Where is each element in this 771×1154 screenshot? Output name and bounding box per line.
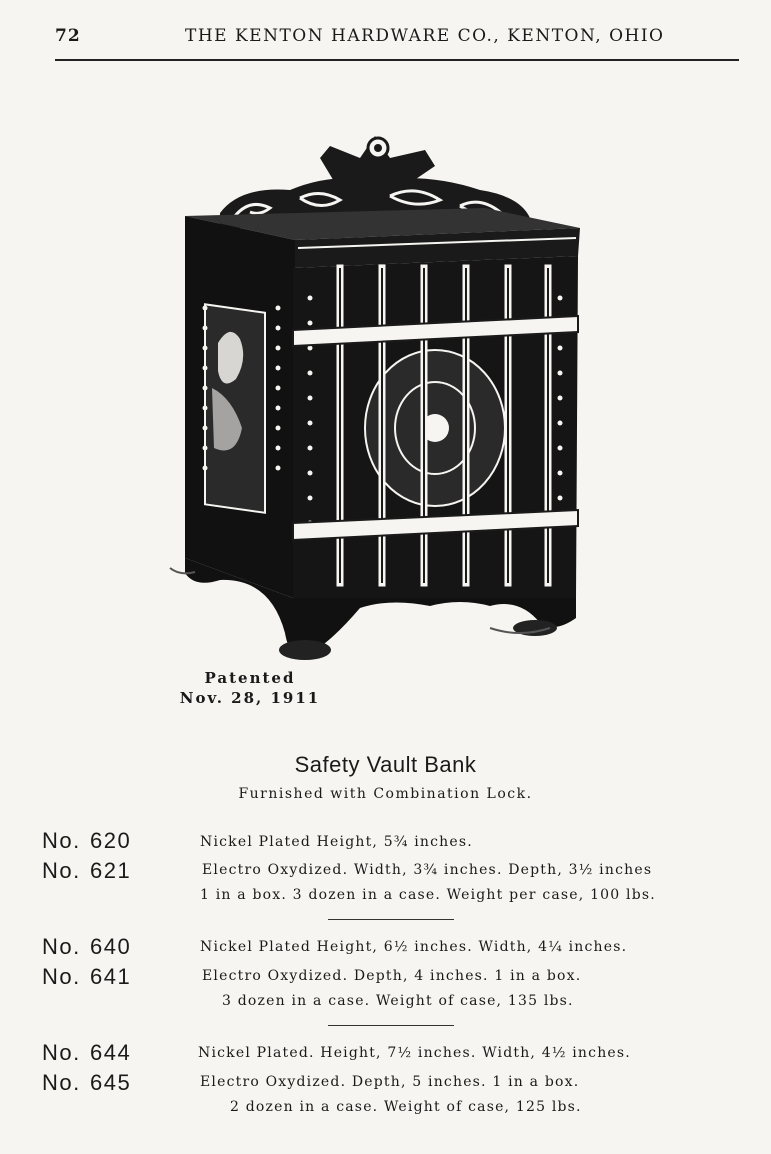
item-numbers-group-3 — [42, 1038, 172, 1098]
item-no-value: 644 — [90, 1040, 132, 1065]
group-2-line-3: 3 dozen in a case. Weight of case, 135 lbs. — [222, 993, 574, 1009]
item-number-row — [42, 932, 172, 962]
group-divider — [328, 1025, 454, 1026]
safety-vault-bank-icon — [160, 128, 590, 673]
item-no-value: 621 — [90, 858, 132, 883]
running-head: THE KENTON HARDWARE CO., KENTON, OHIO — [185, 26, 665, 46]
product-title: Safety Vault Bank — [294, 752, 477, 777]
item-no-label: No. — [42, 934, 81, 959]
item-no-value: 645 — [90, 1070, 132, 1095]
patent-line-1: Patented — [204, 669, 296, 687]
page-number: 72 — [55, 26, 81, 46]
group-2-line-1: Nickel Plated Height, 6½ inches. Width, 4¼ inches. — [200, 939, 628, 955]
page-header — [55, 22, 739, 62]
group-3-line-2: Electro Oxydized. Depth, 5 inches. 1 in a box. — [200, 1074, 580, 1090]
item-number-row — [42, 962, 172, 992]
patent-line-2: Nov. 28, 1911 — [179, 689, 321, 707]
item-numbers-group-2 — [42, 932, 172, 992]
header-rule — [55, 59, 739, 61]
item-number-row — [42, 1038, 172, 1068]
group-1-line-3: 1 in a box. 3 dozen in a case. Weight per case, 100 lbs. — [200, 887, 656, 903]
item-numbers-group-1 — [42, 826, 172, 886]
product-subtitle: Furnished with Combination Lock. — [238, 786, 533, 802]
item-number-row — [42, 1068, 172, 1098]
item-no-label: No. — [42, 1070, 81, 1095]
item-no-label: No. — [42, 858, 81, 883]
item-no-value: 641 — [90, 964, 132, 989]
item-no-value: 620 — [90, 828, 132, 853]
item-number-row — [42, 856, 172, 886]
item-no-label: No. — [42, 1040, 81, 1065]
item-no-value: 640 — [90, 934, 132, 959]
group-3-line-1: Nickel Plated. Height, 7½ inches. Width, 4½ inches. — [198, 1045, 631, 1061]
item-no-label: No. — [42, 964, 81, 989]
group-3-line-3: 2 dozen in a case. Weight of case, 125 lbs. — [230, 1099, 582, 1115]
patent-note — [170, 668, 330, 708]
group-divider — [328, 919, 454, 920]
group-2-line-2: Electro Oxydized. Depth, 4 inches. 1 in a box. — [202, 968, 582, 984]
group-1-line-1: Nickel Plated Height, 5¾ inches. — [200, 834, 473, 850]
item-no-label: No. — [42, 828, 81, 853]
group-1-line-2: Electro Oxydized. Width, 3¾ inches. Depth, 3½ inches — [202, 862, 653, 878]
item-number-row — [42, 826, 172, 856]
